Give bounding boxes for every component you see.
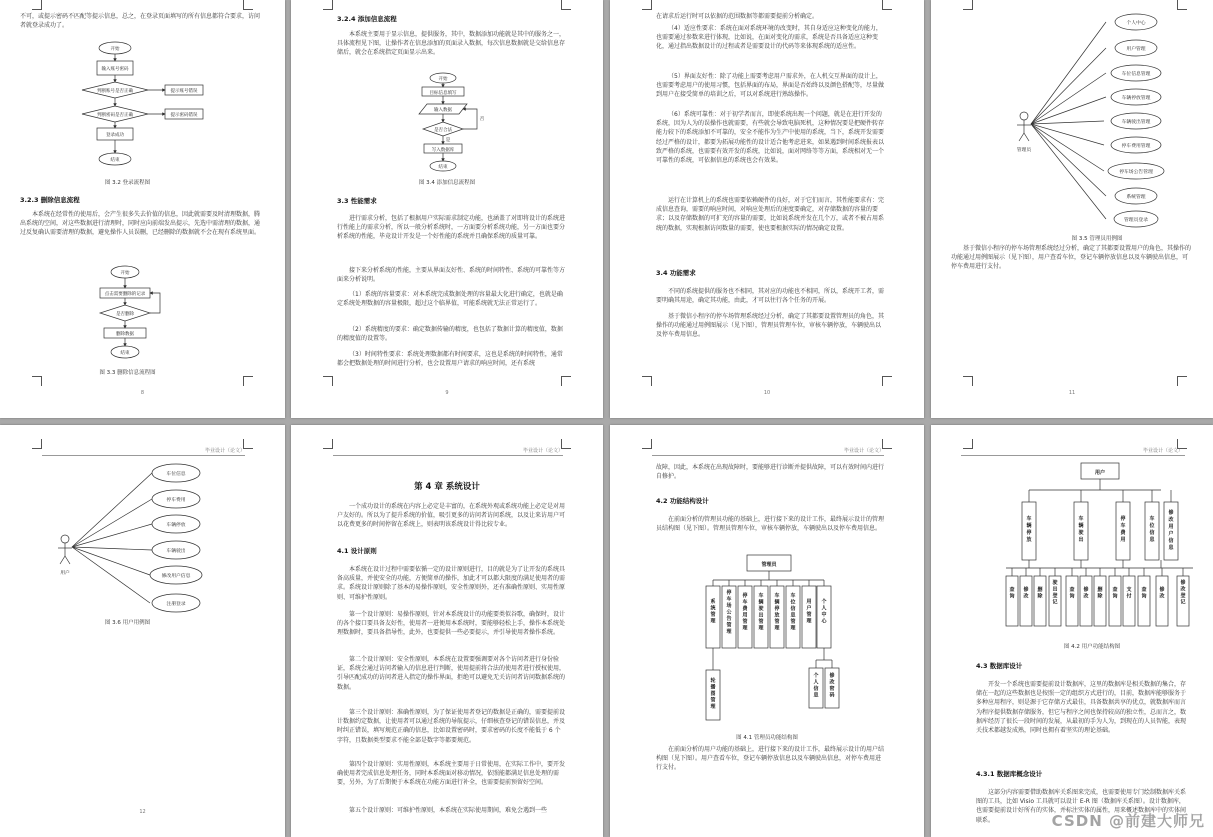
document-page-9	[291, 0, 603, 418]
section-heading: 4.1 设计原则	[337, 547, 377, 555]
section-heading: 4.2 功能结构设计	[656, 497, 709, 505]
flow-node: 提示账号错误	[170, 89, 198, 94]
use-case: 注册登录	[166, 602, 186, 607]
flow-node: 判断账号是否正确	[97, 89, 133, 94]
figure-caption: 图 3.6 用户用例图	[104, 620, 151, 626]
section-heading: 4.3 数据库设计	[976, 662, 1023, 670]
figure-caption: 图 3.5 管理员用例图	[1071, 236, 1123, 242]
use-case: 个人中心	[1126, 21, 1146, 26]
document-page-13	[291, 425, 603, 837]
paragraph: 不可，或提示密码不匹配等提示信息，总之，在登录页面填写的所有信息都符合要求，访问者就登录成功了。	[20, 13, 261, 30]
submodule-box	[1034, 576, 1046, 626]
structure-root: 用户	[1094, 470, 1106, 476]
paragraph: （5）界面友好性：除了功能上需要考虑用户需求外，在人机交互界面的设计上，也需要考虑用户的使用习惯，包括界面的布局，界面是否始终以及颜色搭配等，尽量做到用户在接受简单的培训之后，可以对系统进行熟练操作。	[656, 73, 885, 99]
paragraph: 基于微信小程序的停车场管理系统经过分析，确定了其都要设置用户的角色，其操作的功能通过用例图展示（见下图），用户查看车位，登记车辆停放信息以及车辆驶出信息，可停车费用进行支付。	[951, 245, 1192, 271]
section-heading: 3.4 功能需求	[656, 269, 696, 277]
flow-node: 结束	[438, 165, 448, 170]
submodule-box-label: 驶出登记	[1052, 580, 1058, 606]
use-case: 用户管理	[1126, 47, 1146, 52]
crop-mark	[243, 0, 253, 10]
page-number: 8	[140, 390, 145, 396]
crop-mark	[963, 439, 973, 449]
submodule-box	[1006, 576, 1018, 626]
login-flowchart	[0, 36, 285, 176]
crop-mark	[642, 0, 652, 10]
paragraph: 开发一个系统也需要提前设计数据库，这里的数据库是相关数据的集合，存储在一起的这些数据也是按照一定的组织方式进行的，目前，数据库能够服务于多种应用程序，则是源于它存储方式最佳，具备数据共享的优点，就数据库而言为程序提供数据存储服务，但它与程序之间也保持较高的独立性，总而言之，数据库经历了很长一段时间的发展，从最初的手为人为，到现在的人员智能，表现关技术都越发成熟，同时也拥有着坚实的理论基础。	[976, 681, 1187, 735]
section-heading: 3.2.4 添加信息流程	[337, 15, 397, 23]
paragraph: 第五个设计原则：可维护性原则，本系统在实际使用期间，难免会遇到一些	[349, 807, 548, 814]
crop-mark	[32, 0, 42, 10]
module-box-label: 用户管理	[806, 599, 812, 625]
use-case: 停车费用管理	[1121, 144, 1151, 149]
use-case: 管理员登录	[1124, 218, 1148, 223]
submodule-box	[1156, 576, 1168, 626]
submodule-box	[1020, 576, 1032, 626]
document-page-12	[0, 425, 285, 837]
running-header: 毕业设计（论文）	[522, 448, 563, 454]
module-box-label: 车辆驶出	[1078, 516, 1084, 543]
submodule-box	[1066, 576, 1078, 626]
paragraph: 基于微信小程序的停车场管理系统经过分析，确定了其都要设置管理员的角色，其操作的功能通过用例图展示（见下图），管理员管理车位，审核车辆停放，车辆驶出以及停车费用信息。	[656, 313, 885, 339]
section-heading: 3.3 性能需求	[337, 197, 377, 205]
use-case: 车辆停放管理	[1121, 96, 1151, 101]
crop-mark	[561, 376, 571, 386]
crop-mark	[243, 376, 253, 386]
flow-node: 结束	[110, 158, 120, 163]
flow-edge-label: 是	[445, 138, 451, 143]
use-case: 车辆停放	[166, 523, 186, 528]
submodule-box-label: 支付	[1126, 587, 1132, 600]
use-case: 停车费用	[166, 498, 186, 503]
module-box-label: 停车场公告管理	[726, 590, 732, 635]
crop-mark	[561, 0, 571, 10]
delete-flowchart	[0, 262, 285, 362]
flow-edge-label: 否	[479, 117, 485, 122]
document-page-15	[931, 425, 1213, 837]
paragraph: 本系统主要用于显示信息，提供服务，其中，数据添加功能就是其中的服务之一，具体流程见下图，让操作者在信息添加的页面录入数据，每次信息数据就是交给信息存储后，就会在系统指定页面显示出来。	[337, 31, 566, 57]
add-flowchart	[291, 70, 603, 175]
paragraph: （3）时间特性要求：系统处理数据都有时间要求，这也是系统的时间特性，通常都会把数据处理的时间进行分析，也会设置用户请求的响应时间，还有系统	[337, 351, 563, 368]
flow-node: 登录成功	[106, 133, 124, 138]
paragraph: 在前面分析的管理员功能的基础上，进行接下来的设计工作，最终展示设计的管理员结构图（见下图）。管理员管理车位，审核车辆停放，车辆驶出以及停车费用信息。	[656, 516, 885, 533]
flow-node: 输入数据	[434, 108, 452, 113]
running-header: 毕业设计（论文）	[204, 448, 245, 454]
submodule-box-label: 轮播图管理	[710, 678, 716, 710]
crop-mark	[963, 376, 973, 386]
actor-label: 用户	[60, 571, 70, 576]
use-case: 停车场公告管理	[1119, 170, 1153, 175]
flow-node: 写入数据库	[431, 148, 455, 153]
document-page-14	[610, 425, 924, 837]
use-case: 车辆驶出管理	[1121, 120, 1151, 125]
paragraph: 在前面分析的用户功能的基础上，进行接下来的设计工作，最终展示设计的用户结构图（见下图）。用户查看车位，登记车辆停放信息以及车辆驶出信息，对停车费用进行支付。	[656, 746, 885, 772]
paragraph: （4）适应性要求：系统在面对系统环境的改变时，其自身适应这种变化的能力，也需要通过参数来进行体现，比如说，在面对变化的需求，系统是否具备适应这种变化，通过指出数据设计的过程或者是需要设计的代码等来体现系统的适应性。	[656, 25, 882, 51]
section-heading: 4.3.1 数据库概念设计	[976, 770, 1043, 778]
flow-node: 结束	[120, 351, 130, 356]
paragraph: 本系统在经常性的使用后，会产生很多失去价值的信息，因此就需要及时清理数据，腾出系统的空间，对这些数据进行清理时，同时应向前端发出提示，先选中需清理的数据，通过反复确认需要清理的数据，避免操作人员误删，已经删除的数据就不会在现有系统里面。	[20, 211, 261, 237]
flow-node: 是否删除	[116, 312, 134, 317]
paragraph: （6）系统可靠性：对于初学者而言，即使系统出现一个问题，就是在进行开发的系统，因为人为的误操作也就需要，有些就会导致电脑死机，这种情况要是把硬件转存能力较下的系统添加不可靠的，安全不能作为生产中使用的系统，当下，系统开发需要经过严格的设计，都要为拓展功能性的设计适合他考虑进来，如果遇到时间系统报表以致严格的系统，也需要有效开发的系统，比如说，面对网络等等方面，系统相对无一个可靠性的系统，可依据信息的系统也会有效果。	[656, 111, 885, 165]
module-box-label: 系统管理	[710, 599, 716, 625]
submodule-box	[1094, 576, 1106, 626]
page-number: 10	[763, 390, 771, 396]
figure-caption: 图 3.2 登录流程图	[104, 180, 151, 186]
section-heading: 3.2.3 删除信息流程	[20, 196, 80, 204]
paragraph: 第一个设计原则：易操作原则，针对本系统设计的功能要类似谷歌，确保时，设计的各个接口要具备友好性，使用者一进便用本系统时，要能够轻松上手，操作本系统处理数据时，要具备指导性，此外，也要提供一些必要提示，并引导使用者操作系统。	[337, 611, 566, 637]
crop-mark	[323, 376, 333, 386]
paragraph: （2）系统精度的要求：确定数据传输的精度，也包括了数据计算的精度值，数据的精度值的设置等。	[337, 326, 563, 343]
user-function-structure	[931, 458, 1213, 643]
paragraph: 接下来分析系统的性能，主要从界面友好性、系统的时间特性、系统的可靠性等方面来分析说明。	[337, 267, 566, 284]
paragraph: 在请求后运行时可以依据的范围数据等都需要提前分析确定。	[656, 13, 819, 20]
use-case: 车位信息	[166, 472, 186, 477]
submodule-box	[1123, 576, 1135, 626]
admin-function-structure	[610, 550, 924, 735]
use-case: 系统管理	[1126, 195, 1146, 200]
paragraph: 这部分内容需要借助数据库关系图来完成，也需要使用专门绘制数据库关系图的工具，比如 Visio 工具就可以设计 E-R 图（数据库关系图）。设计数据库，也需要提前设计好所有的实体，并标注实体的属性，用来概述数据库中的实体间联系。	[976, 789, 1187, 824]
crop-mark	[642, 376, 652, 386]
figure-caption: 图 3.4 添加信息流程图	[418, 180, 476, 186]
module-box-label: 车辆停放	[1026, 516, 1032, 543]
submodule-box-label: 查询	[1009, 587, 1015, 600]
crop-mark	[323, 0, 333, 10]
user-usecase-diagram	[0, 455, 285, 615]
submodule-box-label: 查询	[1112, 587, 1118, 600]
submodule-box-label: 修改密码	[829, 673, 835, 699]
page-number: 11	[1068, 390, 1076, 396]
module-box-label: 车位信息管理	[790, 593, 796, 632]
crop-mark	[323, 439, 333, 449]
paragraph: 第四个设计原则：实用性原则，本系统主要用于日常使用，在实际工作中，要开发确使用者完成信息处理任务，同时本系统面对移动情况，依照能都满足信息处理的需要，另外，为了后期便于本系统在功能方面进行补全，也需要提前预留好空间。	[337, 761, 566, 787]
chapter-title: 第 4 章 系统设计	[414, 482, 480, 492]
module-box-label: 车位信息	[1149, 516, 1155, 543]
submodule-box-label: 修改	[1023, 587, 1029, 600]
submodule-box-label: 查询	[1069, 587, 1075, 600]
module-box-label: 车辆停放管理	[774, 593, 780, 632]
crop-mark	[642, 439, 652, 449]
paragraph: （1）系统的容量要求：对本系统完成数据处理的容量最大化进行确定，也就是确定系统处理数据的容量极限，超过这个临界值，可能系统就无法正常运行了。	[337, 291, 563, 308]
submodule-box-label: 个人信息	[813, 673, 819, 699]
submodule-box	[1080, 576, 1092, 626]
paragraph: 进行需求分析，包括了根据用户实际需求制定功能，也涵盖了对即将设计的系统进行性能上的需求分析，所以一般分析系统时，一方面要分析系统功能，另一方面也要分析系统的性能，毕竟设计开发是一个好性能的系统并且确保系统的质量可靠。	[337, 215, 566, 241]
flow-node: 判断密码是否正确	[97, 113, 133, 118]
page-number: 12	[139, 809, 146, 815]
submodule-box-label: 修改登记	[1180, 580, 1186, 606]
flow-node: 目标信息填写	[429, 91, 457, 96]
flow-node: 点击需要删除的记录	[104, 292, 146, 297]
flow-node: 提示密码错误	[170, 113, 198, 118]
flow-node: 开始	[438, 77, 448, 82]
running-header: 毕业设计（论文）	[843, 448, 884, 454]
paragraph: 不同的系统提供的服务也不相同，其对应的功能也不相同，所以，系统开工者，需要明确其用途，确定其功能，由此，才可以往行各个任务的开展。	[656, 288, 885, 305]
use-case: 车位信息管理	[1121, 72, 1151, 77]
submodule-box-label: 修改	[1159, 587, 1165, 600]
use-case: 修改用户信息	[161, 574, 191, 579]
figure-caption: 图 3.3 删除信息流程图	[99, 370, 156, 376]
module-box-label: 车辆驶出管理	[758, 593, 764, 632]
crop-mark	[1177, 376, 1187, 386]
paragraph: 第二个设计原则：安全性原则，本系统在设置要强调要对各个访问者进行身份验证，系统会通过访问者输入的信息进行判断，使用提前将合法的使用者进行授权使用，引导匹配成功的访问者进入指定的操作界面，拒绝可以避免无关访问者访问数据系统的数据。	[337, 656, 566, 691]
document-page-11	[931, 0, 1213, 418]
module-box-label: 停车费用管理	[742, 593, 748, 632]
structure-root: 管理员	[761, 562, 777, 568]
flow-node: 删除数据	[116, 332, 134, 337]
figure-caption: 图 4.1 管理员功能结构图	[736, 735, 798, 741]
flow-node: 是否合法	[434, 128, 452, 133]
actor-label: 管理员	[1016, 148, 1032, 153]
crop-mark	[882, 376, 892, 386]
header-rule	[333, 455, 563, 456]
crop-mark	[32, 376, 42, 386]
crop-mark	[882, 0, 892, 10]
submodule-box	[1138, 576, 1150, 626]
crop-mark	[32, 439, 42, 449]
flow-node: 开始	[120, 271, 130, 276]
module-box-label: 停车费用	[1120, 516, 1126, 543]
paragraph: 一个成功设计的系统在内容上必定是丰富的，在系统外观或系统功能上必定是对用户友好的。所以为了提升系统的价值，吸引更多的访问者访问系统，以及让来访用户可以花费更多的时间停留在系统上，则表明该系统设计得比较专业。	[337, 503, 566, 529]
use-case: 车辆驶出	[166, 549, 186, 554]
page-number: 9	[445, 390, 449, 396]
flow-node: 开始	[110, 47, 120, 52]
submodule-box-label: 删除	[1097, 587, 1103, 600]
submodule-box-label: 修改	[1083, 587, 1089, 600]
admin-usecase-diagram	[931, 6, 1213, 231]
paragraph: 本系统在设计过程中需要依循一定的设计原则进行，目的就是为了让开发的系统具备高质量，并使安全的功能，方便简单的操作，加此才可以都大限度的满足使用者的需求。系统设计原则除了基本的易操作原则，安全性原则外，还有准确性原则、实用性原则、可维护性原则。	[337, 566, 566, 601]
paragraph: 故障，因此，本系统在出现故障时，要能够进行诊断并提供故障，可以有效时间内进行自修护。	[656, 464, 885, 481]
paragraph: 第三个设计原则：准确性原则，为了保证使用者登记的数据是正确的，需要提前设计数据约定数据，让使用者可以通过系统的导航提示，仔细核查登记的错误信息，并及时纠正错误，填写规范正确的信息，比如设置密码时，要求密码的长度不能低于 6 个字符，且数据类型要求不能全部是数字等都要规范。	[337, 709, 566, 744]
document-page-10	[610, 0, 924, 418]
watermark: CSDN @前建大师兄	[1051, 812, 1205, 830]
module-box-label: 个人中心	[821, 599, 827, 625]
running-header: 毕业设计（论文）	[1142, 448, 1183, 454]
document-page-8	[0, 0, 285, 418]
paragraph: 运行在计算机上的系统也需要依赖硬件的良好，对于它们而言，其性能要求有：完成信息查询，需要的响应时间，对响应处理后的速度要确定，对存储数据的容量的要求；以及存储数据的可扩充的容量的需要，比如说系统并发在几个万，或者不被占用系统的数据，实现根据访问数量的需要，使也要根据实际的情况确定设置。	[656, 197, 885, 232]
submodule-box-label: 查询	[1141, 587, 1147, 600]
header-rule	[652, 455, 884, 456]
header-rule	[961, 455, 1185, 456]
submodule-box	[1109, 576, 1121, 626]
figure-caption: 图 4.2 用户功能结构图	[1063, 644, 1121, 650]
flow-node: 输入账号密码	[101, 67, 129, 72]
module-box-label: 修改用户信息	[1168, 510, 1174, 551]
submodule-box-label: 删除	[1037, 587, 1043, 600]
